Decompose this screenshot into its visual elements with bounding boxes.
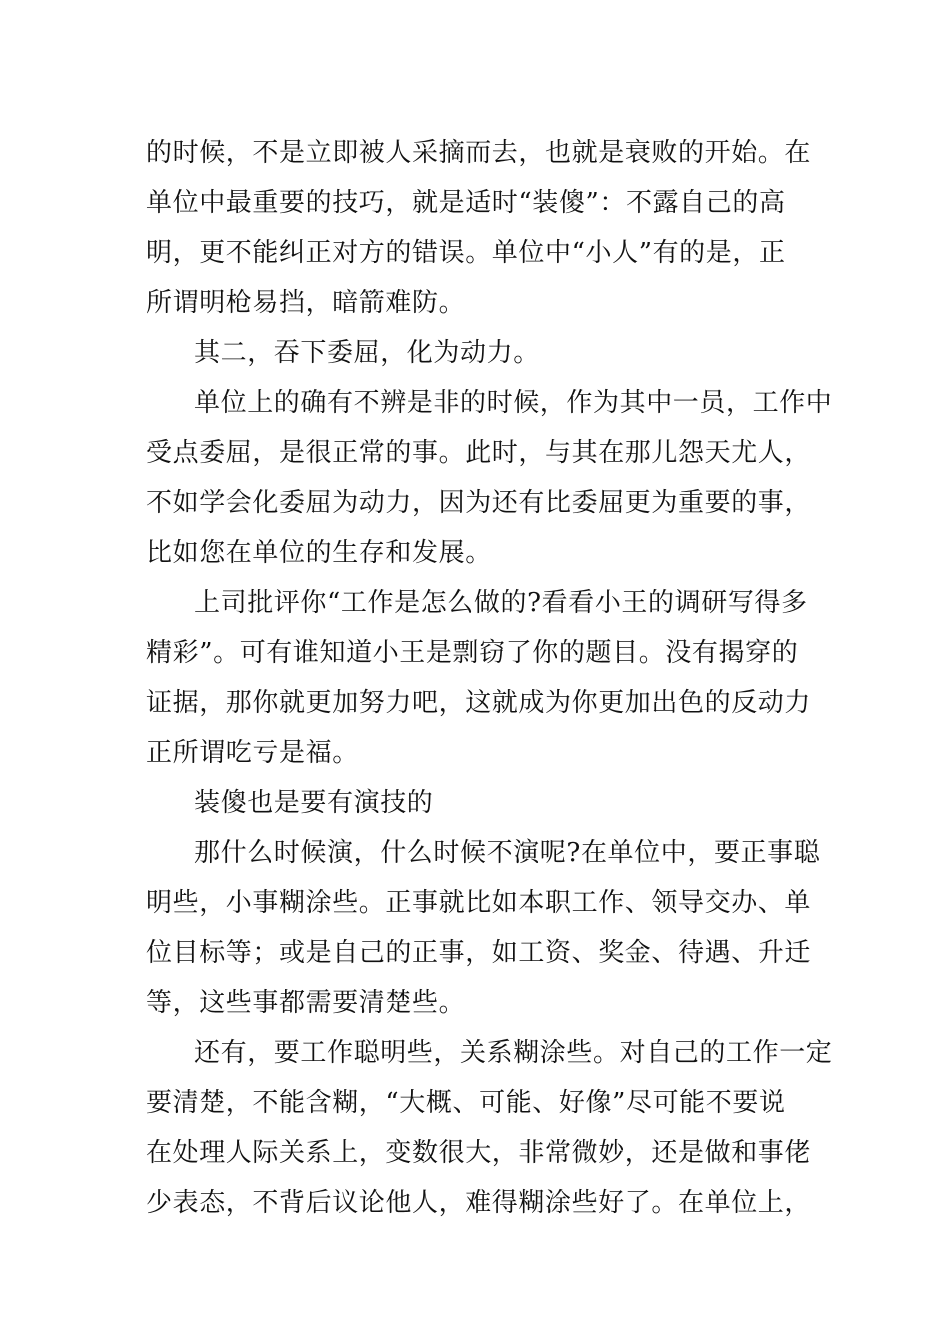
text-line: 位目标等；或是自己的正事，如工资、奖金、待遇、升迁	[146, 938, 812, 968]
paragraph-heading: 其二，吞下委屈，化为动力。	[194, 338, 540, 368]
text-line: 证据，那你就更加努力吧，这就成为你更加出色的反动力	[146, 688, 812, 718]
text-line: 明，更不能纠正对方的错误。单位中“小人”有的是，正	[146, 238, 786, 268]
text-line: 单位中最重要的技巧，就是适时“装傻”：不露自己的高	[146, 188, 786, 218]
document-body	[146, 128, 833, 1228]
text-line: 比如您在单位的生存和发展。	[146, 538, 492, 568]
text-line: 单位上的确有不辨是非的时候，作为其中一员，工作中	[194, 388, 833, 418]
text-line: 的时候，不是立即被人采摘而去，也就是衰败的开始。在	[146, 138, 812, 168]
text-line: 等，这些事都需要清楚些。	[146, 988, 466, 1018]
text-line: 所谓明枪易挡，暗箭难防。	[146, 288, 466, 318]
text-line: 精彩”。可有谁知道小王是剽窃了你的题目。没有揭穿的	[146, 638, 799, 668]
text-line: 明些，小事糊涂些。正事就比如本职工作、领导交办、单	[146, 888, 812, 918]
text-line: 正所谓吃亏是福。	[146, 738, 359, 768]
text-line: 还有，要工作聪明些，关系糊涂些。对自己的工作一定	[194, 1038, 833, 1068]
text-line: 在处理人际关系上，变数很大，非常微妙，还是做和事佬	[146, 1138, 812, 1168]
text-line: 少表态，不背后议论他人，难得糊涂些好了。在单位上，	[146, 1188, 812, 1218]
text-line: 上司批评你“工作是怎么做的?看看小王的调研写得多	[194, 588, 808, 618]
paragraph-heading: 装傻也是要有演技的	[194, 788, 434, 818]
text-line: 那什么时候演，什么时候不演呢?在单位中，要正事聪	[194, 838, 821, 868]
text-line: 受点委屈，是很正常的事。此时，与其在那儿怨天尤人，	[146, 438, 812, 468]
text-line: 要清楚，不能含糊，“大概、可能、好像”尽可能不要说	[146, 1088, 786, 1118]
text-line: 不如学会化委屈为动力，因为还有比委屈更为重要的事，	[146, 488, 812, 518]
